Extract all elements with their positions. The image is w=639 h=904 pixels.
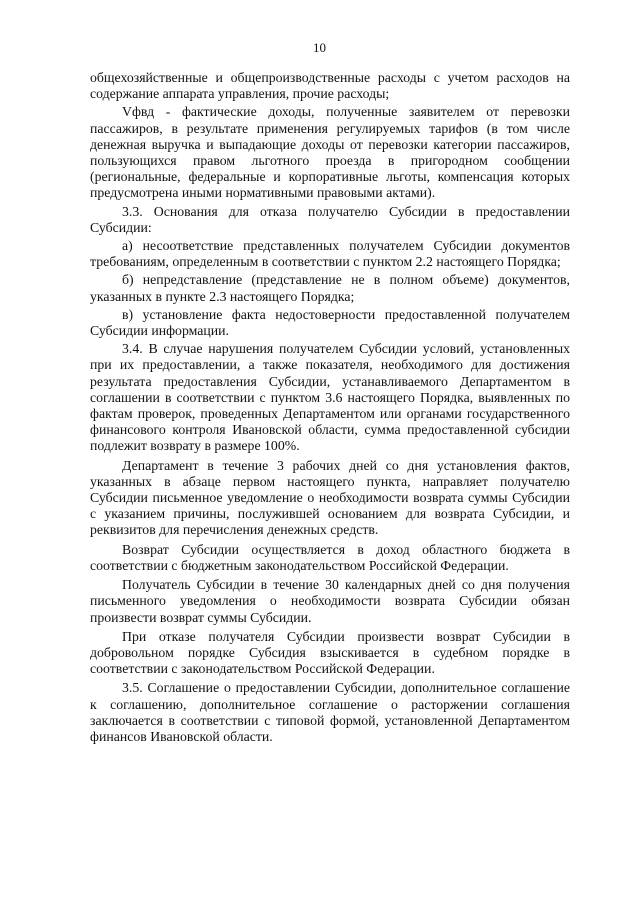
- paragraph-expenses-continuation: общехозяйственные и общепроизводственные расходы с учетом расходов на содержание аппарата управления, прочие расходы;: [90, 70, 570, 102]
- paragraph-3-3-a: а) несоответствие представленных получателем Субсидии документов требованиям, определенным в соответствии с пунктом 2.2 настоящего Порядка;: [90, 238, 570, 270]
- paragraph-3-4-return: Возврат Субсидии осуществляется в доход областного бюджета в соответствии с бюджетным законодательством Российской Федерации.: [90, 541, 570, 573]
- paragraph-3-4: 3.4. В случае нарушения получателем Субсидии условий, установленных при их предоставлении, а также показателя, необходимого для достижения результата предоставления Субсидии, устанавливаемого Департаментом в соглашении в соответствии с пунктом 3.6 настоящего Порядка, выявленных по фактам проверок, проведенных Департаментом или органами государственного финансового контроля Ивановской области, сумма предоставленной субсидии подлежит возврату в размере 100%.: [90, 341, 570, 454]
- paragraph-3-5: 3.5. Соглашение о предоставлении Субсидии, дополнительное соглашение к соглашению, дополнительное соглашение о расторжении соглашения заключается в соответствии с типовой формой, установленной Департаментом финансов Ивановской области.: [90, 680, 570, 744]
- paragraph-3-3-b: б) непредставление (представление не в полном объеме) документов, указанных в пункте 2.3 настоящего Порядка;: [90, 272, 570, 304]
- paragraph-3-3-v: в) установление факта недостоверности предоставленной получателем Субсидии информации.: [90, 306, 570, 339]
- paragraph-3-4-notice: Департамент в течение 3 рабочих дней со дня установления фактов, указанных в абзаце первом настоящего пункта, направляет получателю Субсидии письменное уведомление о необходимости возврата суммы Субсидии с указанием причины, послужившей основанием для возврата Субсидии, и реквизитов для перечисления денежных средств.: [90, 457, 570, 538]
- paragraph-3-4-refusal: При отказе получателя Субсидии произвести возврат Субсидии в добровольном порядке Субсидия взыскивается в судебном порядке в соответствии с законодательством Российской Федерации.: [90, 628, 570, 677]
- paragraph-vfvd-definition: Vфвд - фактические доходы, полученные заявителем от перевозки пассажиров, в результате применения регулируемых тарифов (в том числе денежная выручка и выпадающие доходы от перевозки категории пассажиров, пользующихся правом льготного проезда в пригородном сообщении (региональные, федеральные и корпоративные льготы, компенсация которых предусмотрена иными нормативными правовыми актами).: [90, 104, 570, 201]
- page-number: 10: [313, 40, 326, 55]
- document-body: [90, 70, 570, 747]
- paragraph-3-4-deadline: Получатель Субсидии в течение 30 календарных дней со дня получения письменного уведомления о необходимости возврата Субсидии обязан произвести возврат суммы Субсидии.: [90, 577, 570, 625]
- paragraph-3-3: 3.3. Основания для отказа получателю Субсидии в предоставлении Субсидии:: [90, 203, 570, 235]
